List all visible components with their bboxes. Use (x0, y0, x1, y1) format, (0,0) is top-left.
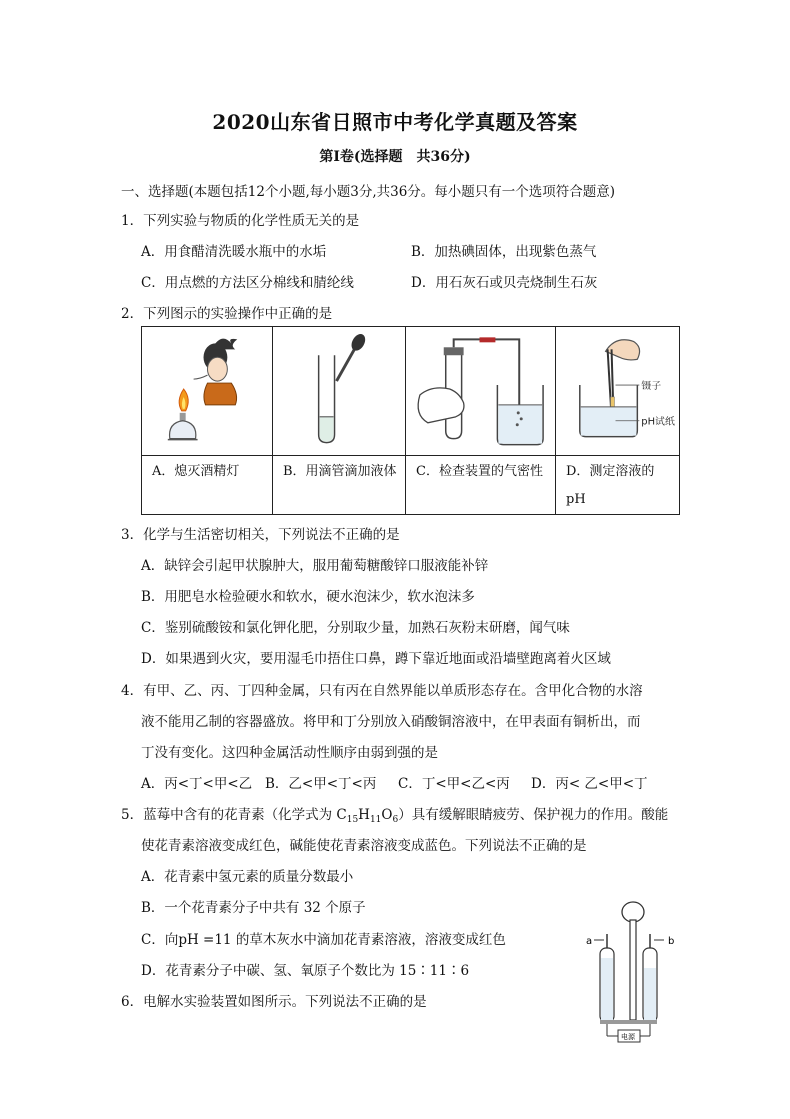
q1-option-d: D．用石灰石或贝壳烧制生石灰 (411, 275, 598, 291)
q4-stem-line-3: 丁没有变化。这四种金属活动性顺序由弱到强的是 (141, 745, 438, 761)
q3-stem: 3．化学与生活密切相关，下列说法不正确的是 (121, 527, 400, 543)
q5-option-b: B．一个花青素分子中共有 32 个原子 (141, 900, 366, 916)
ph-test-illustration (556, 327, 679, 455)
section-subtitle: 第Ⅰ卷(选择题 共36分) (319, 149, 471, 165)
ph-paper-label: pH试纸 (641, 416, 675, 428)
q3-option-a: A．缺锌会引起甲状腺肿大，服用葡萄糖酸锌口服液能补锌 (141, 558, 489, 574)
electrolysis-apparatus-illustration (580, 898, 690, 1044)
dropper-illustration (273, 327, 405, 455)
q3-option-b: B．用肥皂水检验硬水和软水，硬水泡沫少，软水泡沫多 (141, 589, 475, 605)
q2-stem: 2．下列图示的实验操作中正确的是 (121, 306, 333, 322)
q5-stem-line-1: 5．蓝莓中含有的花青素（化学式为 $C_{15}H_{11}O_6$）具有缓解眼睛疲劳、保护视力的作用。酸能 (121, 807, 669, 825)
q4-option-c: C．丁<甲<乙<丙 (398, 776, 510, 792)
q2-figure-c (406, 327, 556, 456)
q5-option-c: C．向pH =11 的草木灰水中滴加花青素溶液，溶液变成红色 (141, 932, 506, 948)
q4-option-d: D．丙< 乙<甲<丁 (531, 776, 648, 792)
q2-figure-a (142, 327, 273, 456)
q2-figure-d (556, 327, 680, 456)
power-supply-label: 电源 (621, 1033, 635, 1041)
q4-stem-line-2: 液不能用乙制的容器盛放。将甲和丁分别放入硝酸铜溶液中，在甲表面有铜析出，而 (141, 714, 641, 730)
q2-option-d: D．测定溶液的pH (556, 456, 680, 515)
q1-option-a: A．用食醋清洗暖水瓶中的水垢 (141, 244, 327, 260)
electrode-a-label: a (586, 936, 593, 947)
q2-figure-b (273, 327, 406, 456)
q2-options-table (141, 326, 680, 515)
section-instructions: 一、选择题(本题包括12个小题,每小题3分,共36分。每小题只有一个选项符合题意) (121, 184, 616, 200)
electrode-b-label: b (668, 936, 675, 947)
q5-option-a: A．花青素中氢元素的质量分数最小 (141, 869, 354, 885)
q5-stem-line-2: 使花青素溶液变成红色，碱能使花青素溶液变成蓝色。下列说法不正确的是 (141, 838, 587, 854)
q4-stem-line-1: 4．有甲、乙、丙、丁四种金属，只有丙在自然界能以单质形态存在。含甲化合物的水溶 (121, 683, 643, 699)
q3-option-d: D．如果遇到火灾，要用湿毛巾捂住口鼻，蹲下靠近地面或沿墙壁跑离着火区域 (141, 651, 611, 667)
alcohol-lamp-illustration (142, 327, 272, 455)
tweezers-label: 镊子 (641, 381, 662, 393)
q4-option-a: A．丙<丁<甲<乙 (141, 776, 253, 792)
q1-option-c: C．用点燃的方法区分棉线和腈纶线 (141, 275, 354, 291)
page-title: 2020山东省日照市中考化学真题及答案 (212, 110, 578, 134)
airtightness-check-illustration (406, 327, 555, 455)
q1-stem: 1．下列实验与物质的化学性质无关的是 (121, 213, 360, 229)
q4-option-b: B．乙<甲<丁<丙 (265, 776, 377, 792)
q2-option-c: C．检查装置的气密性 (406, 456, 556, 515)
q1-option-b: B．加热碘固体，出现紫色蒸气 (411, 244, 597, 260)
q2-option-b: B．用滴管滴加液体 (273, 456, 406, 515)
q2-option-a: A．熄灭酒精灯 (142, 456, 273, 515)
q6-stem: 6．电解水实验装置如图所示。下列说法不正确的是 (121, 994, 427, 1010)
q3-option-c: C．鉴别硫酸铵和氯化钾化肥，分别取少量，加熟石灰粉末研磨，闻气味 (141, 620, 570, 636)
q5-option-d: D．花青素分子中碳、氢、氧原子个数比为 15∶11∶6 (141, 963, 470, 979)
